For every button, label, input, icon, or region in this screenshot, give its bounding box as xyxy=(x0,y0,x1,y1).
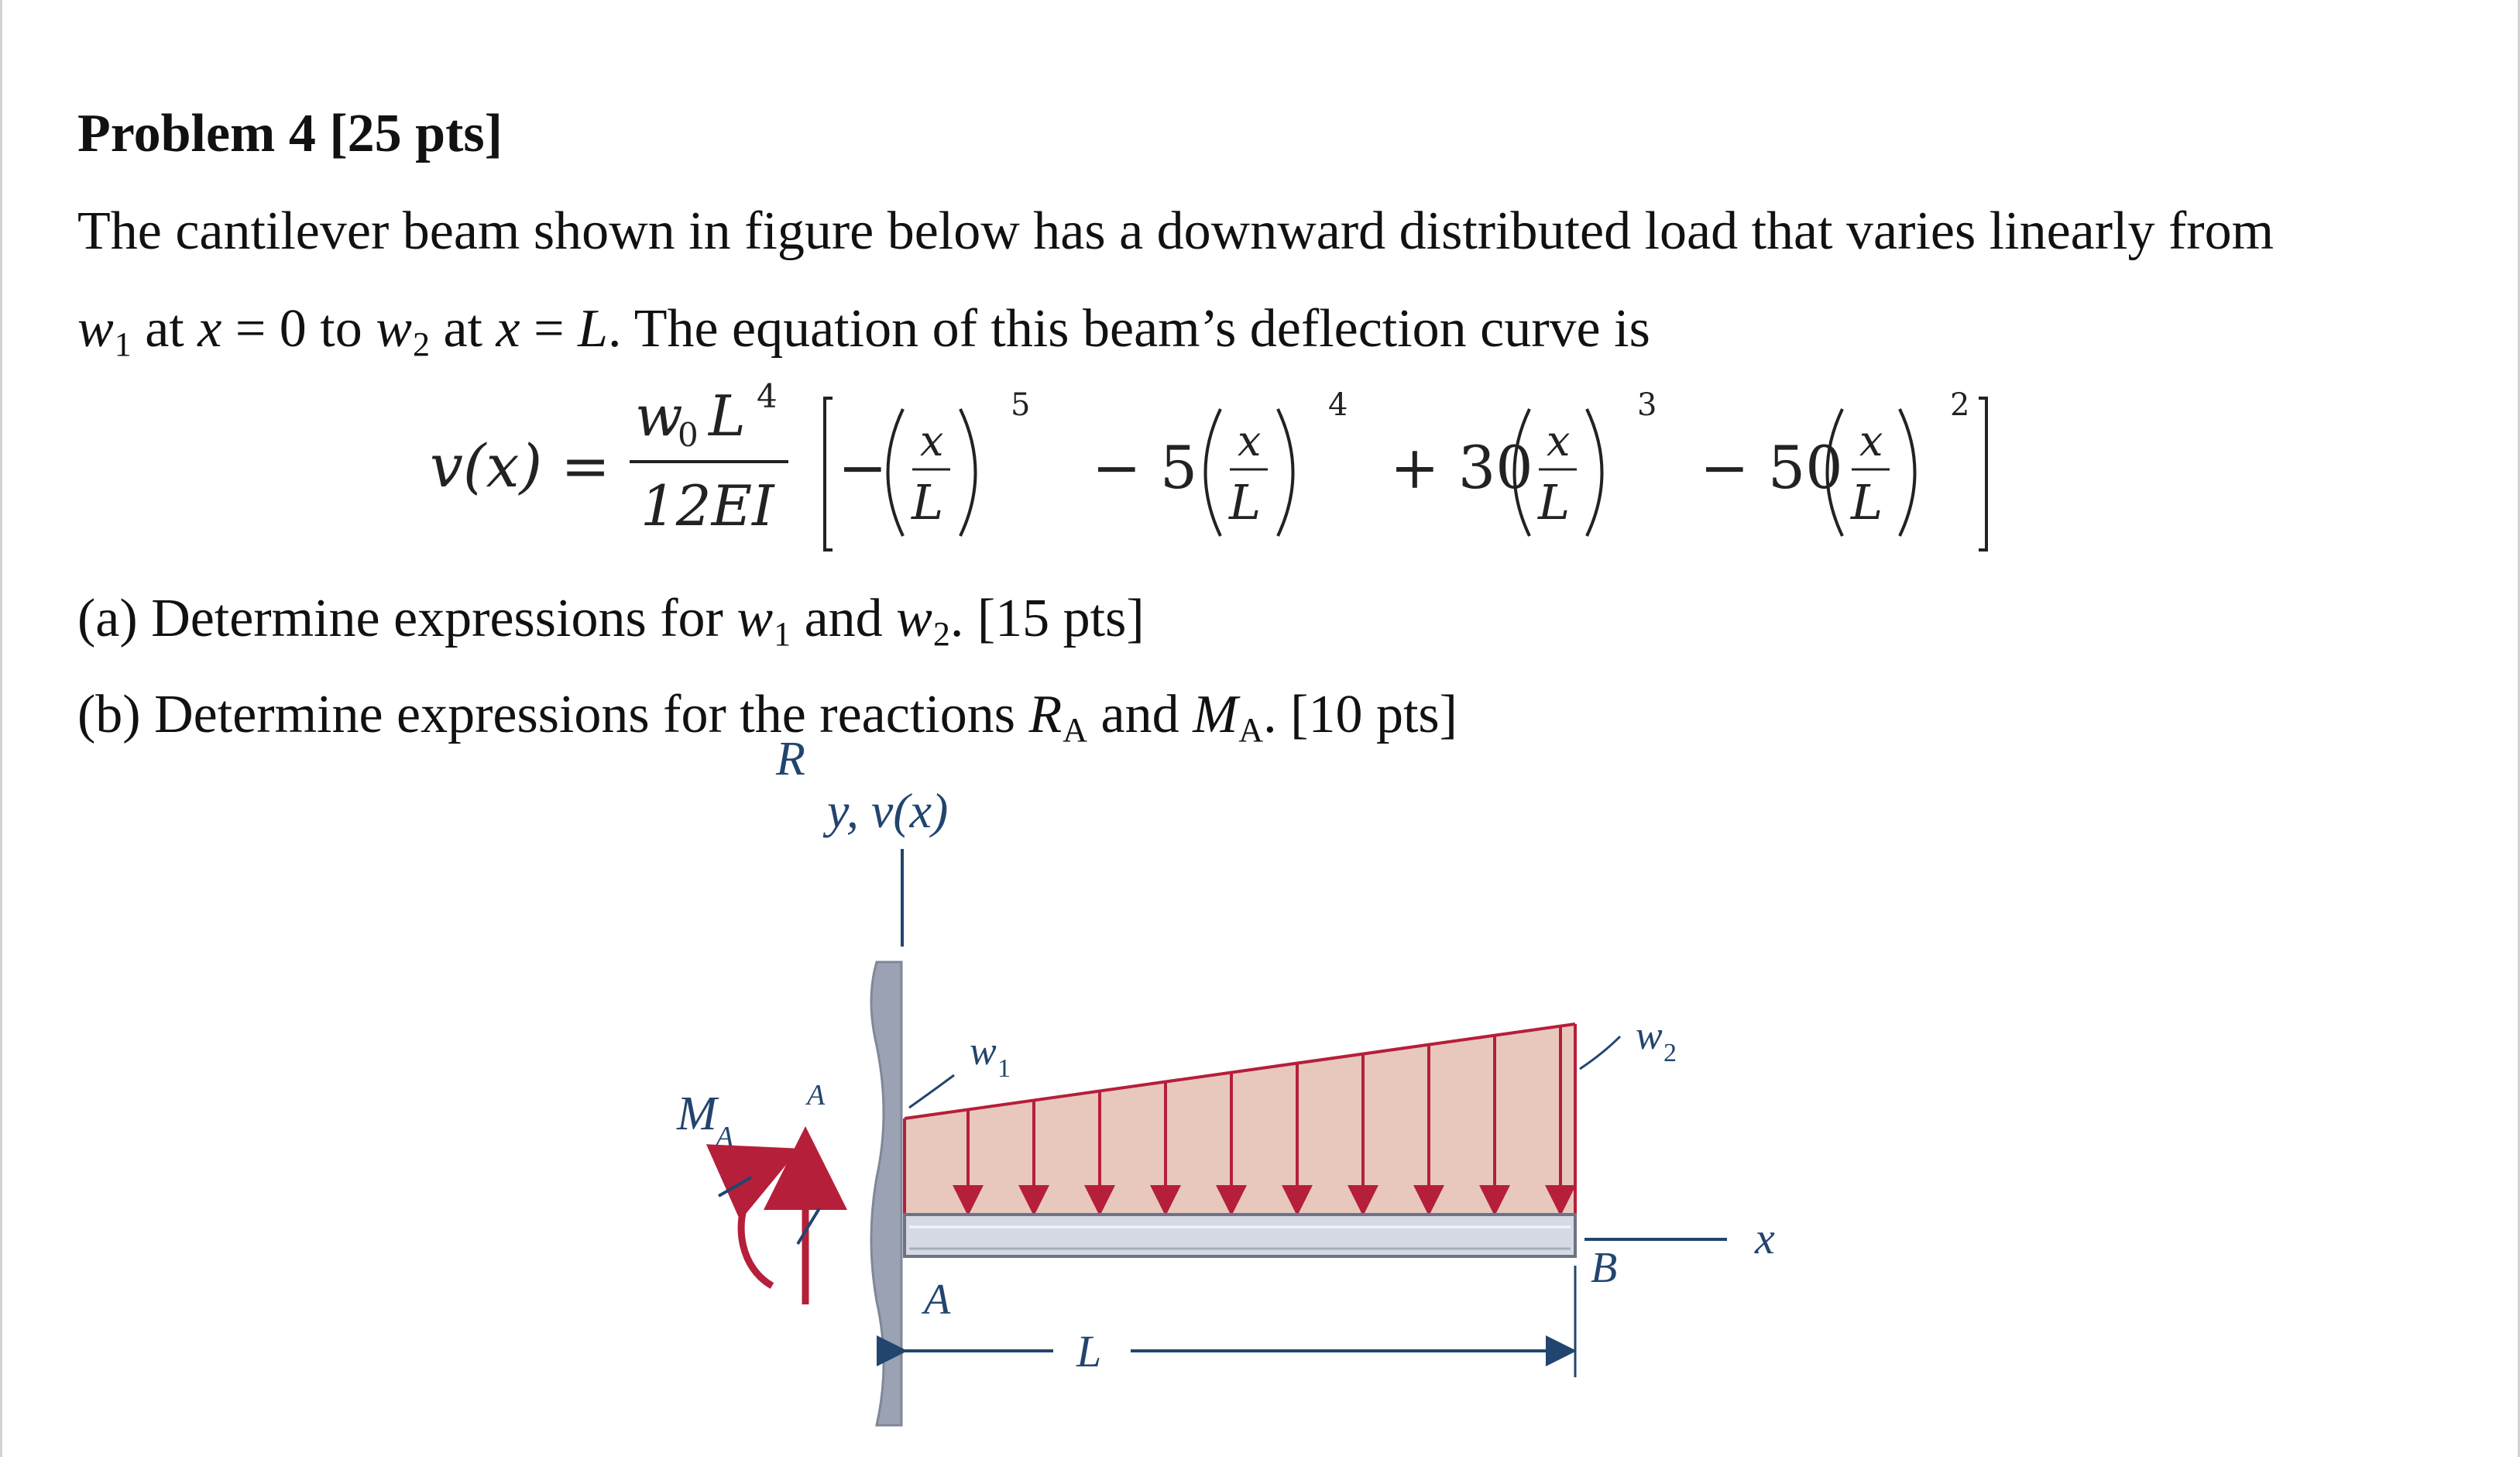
part-b-M-symbol: M xyxy=(1193,685,1238,744)
intro-line-2-part-1: at xyxy=(131,299,198,359)
w2-symbol: w xyxy=(376,299,412,359)
part-a-w1-symbol: w xyxy=(736,589,774,648)
part-b-middle: and xyxy=(1087,685,1193,744)
span-label: L xyxy=(1076,1326,1102,1376)
cantilever-beam-figure xyxy=(635,733,1781,1441)
part-a-prefix: (a) Determine expressions for xyxy=(77,589,737,648)
x-axis-label: x xyxy=(1755,1213,1775,1263)
distributed-load-area xyxy=(905,1024,1575,1215)
part-a-w1-subscript: 1 xyxy=(774,615,791,653)
problem-intro-line-1: The cantilever beam shown in figure below has a downward distributed load that varies linearly from xyxy=(77,201,2275,261)
part-b-R-subscript: A xyxy=(1063,711,1087,749)
equation-lhs: v(x) = xyxy=(430,431,610,500)
part-a-middle: and xyxy=(791,589,897,648)
part-b-suffix: . [10 pts] xyxy=(1263,685,1457,744)
equation-numerator-sub: 0 xyxy=(678,416,699,454)
page-left-edge xyxy=(0,0,2,1457)
w2-subscript: 2 xyxy=(412,325,430,363)
w1-leader-line xyxy=(909,1075,954,1108)
problem-title: Problem 4 [25 pts] xyxy=(77,104,503,163)
term-4-coefficient: − 50 xyxy=(1700,433,1843,502)
w2-figure-subscript: 2 xyxy=(1663,1039,1677,1067)
cantilever-beam-svg xyxy=(635,733,1781,1441)
term-3-fraction-L: L xyxy=(1538,474,1571,531)
equation-numerator-w: w xyxy=(635,383,683,448)
equation-leading-minus: − xyxy=(838,433,887,502)
intro-line-2-part-3: at xyxy=(429,299,496,359)
reaction-force-subscript: A xyxy=(807,1079,826,1112)
term-2-fraction-L: L xyxy=(1229,474,1262,531)
term-3-fraction-x: x xyxy=(1547,417,1571,466)
intro-line-2-part-5: . The equation of this beam’s deflection curve is xyxy=(607,299,1650,359)
problem-intro-line-2 xyxy=(77,299,1650,363)
part-b-prompt xyxy=(77,685,1457,749)
left-bracket xyxy=(825,398,833,550)
deflection-equation xyxy=(414,377,2056,575)
part-b-M-subscript: A xyxy=(1238,711,1264,749)
right-bracket xyxy=(1979,398,1986,550)
term-4-fraction-x: x xyxy=(1859,417,1883,466)
x-symbol-1: x xyxy=(197,299,222,359)
term-2-right-paren xyxy=(1278,409,1293,536)
equation-denominator: 12EI xyxy=(640,473,774,538)
term-2-fraction-x: x xyxy=(1238,417,1262,466)
term-1-fraction-x: x xyxy=(920,417,944,466)
x-symbol-2: x xyxy=(496,299,520,359)
intro-line-2-part-2: = 0 to xyxy=(221,299,376,359)
w2-leader-line xyxy=(1580,1036,1620,1069)
part-a-suffix: . [15 pts] xyxy=(949,589,1145,648)
cantilever-beam xyxy=(905,1215,1575,1256)
term-3-exponent: 3 xyxy=(1637,387,1657,423)
w1-subscript: 1 xyxy=(114,325,132,363)
equation-numerator-exp: 4 xyxy=(757,377,778,415)
point-B-label: B xyxy=(1591,1244,1618,1292)
term-3-coefficient: + 30 xyxy=(1390,433,1533,502)
y-axis-label: y, v(x) xyxy=(827,783,949,838)
term-1-exponent: 5 xyxy=(1011,387,1031,423)
term-4-right-paren xyxy=(1900,409,1915,536)
w1-symbol: w xyxy=(77,299,114,359)
L-symbol: L xyxy=(578,299,608,359)
w2-figure-label: w xyxy=(1636,1014,1663,1058)
reaction-moment-arrow xyxy=(741,1154,787,1286)
term-1-left-paren xyxy=(888,409,904,536)
term-3-right-paren xyxy=(1587,409,1602,536)
term-4-fraction-L: L xyxy=(1851,474,1883,531)
term-2-coefficient: − 5 xyxy=(1092,433,1198,502)
w1-figure-subscript: 1 xyxy=(997,1054,1011,1083)
part-b-prefix: (b) Determine expressions for the reactions xyxy=(77,685,1029,744)
reaction-moment-label: M xyxy=(677,1088,717,1140)
term-1-fraction-L: L xyxy=(912,474,944,531)
intro-line-2-part-4: = xyxy=(520,299,579,359)
part-a-prompt xyxy=(77,589,1145,653)
term-2-left-paren xyxy=(1206,409,1221,536)
reaction-moment-subscript: A xyxy=(716,1121,734,1153)
deflection-equation-svg xyxy=(414,377,2056,575)
equation-numerator-L: L xyxy=(709,383,746,448)
term-1-right-paren xyxy=(960,409,976,536)
fixed-support-wall xyxy=(871,962,901,1425)
part-a-w2-subscript: 2 xyxy=(932,615,950,653)
part-a-w2-symbol: w xyxy=(896,589,932,648)
reaction-force-label: R xyxy=(776,733,805,785)
part-b-R-symbol: R xyxy=(1028,685,1063,744)
term-2-exponent: 4 xyxy=(1328,387,1348,423)
point-A-label: A xyxy=(924,1276,951,1324)
w1-figure-label: w xyxy=(970,1029,997,1074)
term-4-exponent: 2 xyxy=(1950,387,1970,423)
